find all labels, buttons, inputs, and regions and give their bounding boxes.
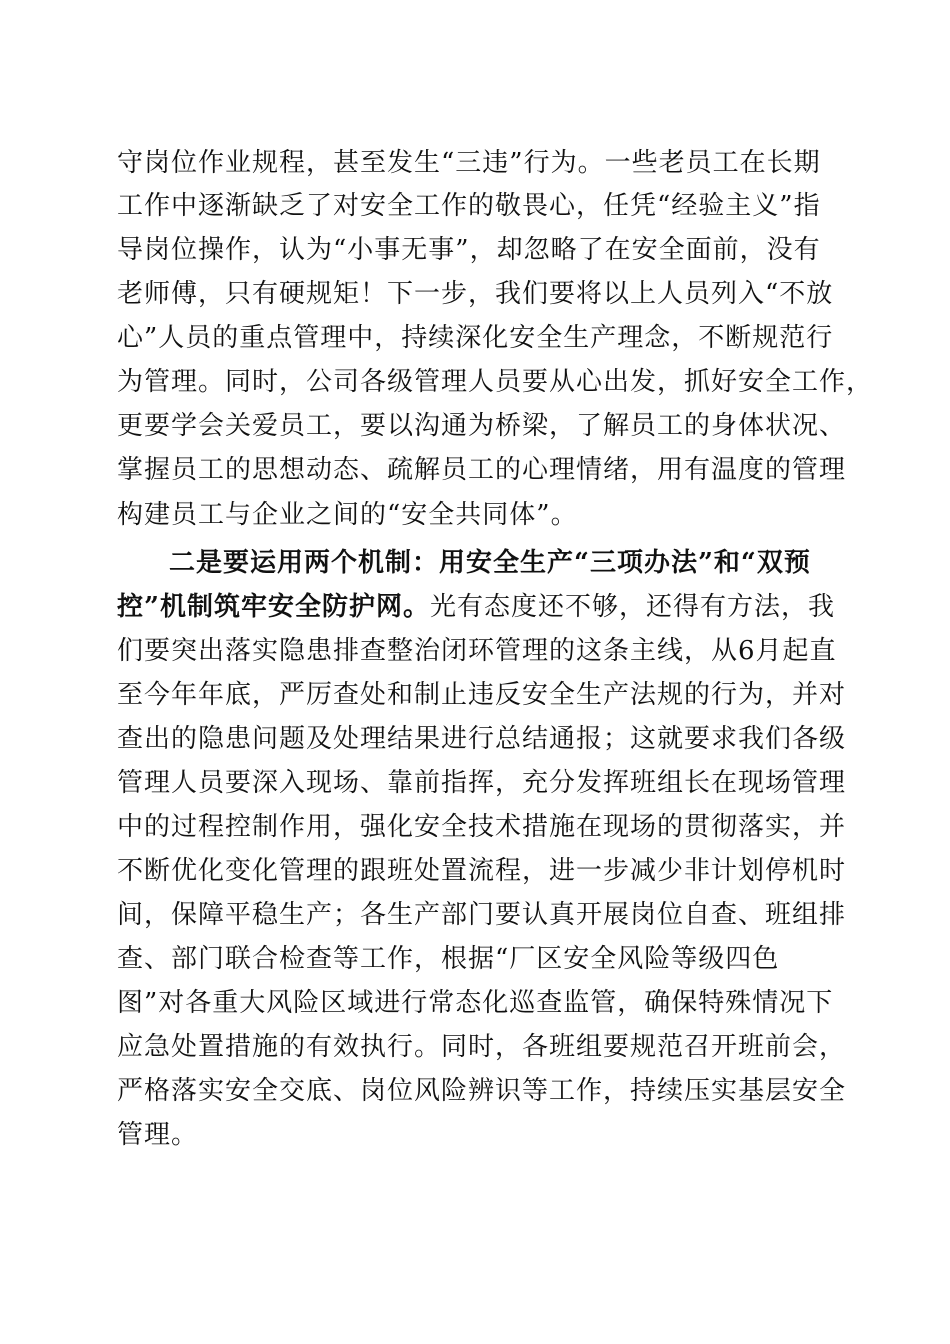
paragraph-1-line-2: 工作中逐渐缺乏了对安全工作的敬畏心，任凭“经验主义”指 — [117, 191, 821, 221]
paragraph-2-line-4: 至今年年底，严厉查处和制止违反安全生产法规的行为，并对 — [117, 680, 847, 710]
paragraph-2-line-5: 查出的隐患问题及处理结果进行总结通报；这就要求我们各级 — [117, 724, 847, 754]
paragraph-1-line-6: 为管理。同时，公司各级管理人员要从心出发，抓好安全工作， — [117, 367, 874, 397]
paragraph-2-heading-line-2: 控”机制筑牢安全防护网。 — [117, 592, 430, 622]
paragraph-1-line-9: 构建员工与企业之间的“安全共同体”。 — [117, 500, 578, 530]
paragraph-2-line-12: 应急处置措施的有效执行。同时，各班组要规范召开班前会， — [117, 1032, 847, 1062]
paragraph-2-heading-line-1: 二是要运用两个机制：用安全生产“三项办法”和“双预 — [169, 548, 811, 578]
paragraph-2-line-8: 不断优化变化管理的跟班处置流程，进一步减少非计划停机时 — [117, 856, 847, 886]
paragraph-2-line-13: 严格落实安全交底、岗位风险辨识等工作，持续压实基层安全 — [117, 1076, 847, 1106]
paragraph-2-line-3: 们要突出落实隐患排查整治闭环管理的这条主线，从6月起直 — [117, 636, 837, 666]
paragraph-1-line-1: 守岗位作业规程，甚至发生“三违”行为。一些老员工在长期 — [117, 148, 821, 178]
paragraph-1-line-3: 导岗位操作，认为“小事无事”，却忽略了在安全面前，没有 — [117, 235, 821, 265]
paragraph-2-line-6: 管理人员要深入现场、靠前指挥，充分发挥班组长在现场管理 — [117, 768, 847, 798]
paragraph-1-line-8: 掌握员工的思想动态、疏解员工的心理情绪，用有温度的管理 — [117, 455, 847, 485]
paragraph-1-line-4: 老师傅，只有硬规矩！下一步，我们要将以上人员列入“不放 — [117, 279, 834, 309]
paragraph-2-line-2-rest: 光有态度还不够，还得有方法，我 — [429, 592, 835, 622]
paragraph-2-line-11: 图”对各重大风险区域进行常态化巡查监管，确保特殊情况下 — [117, 988, 834, 1018]
paragraph-2-line-10: 查、部门联合检查等工作，根据“厂区安全风险等级四色 — [117, 944, 780, 974]
paragraph-2-line-2 — [117, 587, 835, 627]
paragraph-2-line-9: 间，保障平稳生产；各生产部门要认真开展岗位自查、班组排 — [117, 900, 847, 930]
paragraph-1-line-7: 更要学会关爱员工，要以沟通为桥梁，了解员工的身体状况、 — [117, 411, 847, 441]
paragraph-1-line-5: 心”人员的重点管理中，持续深化安全生产理念，不断规范行 — [117, 323, 834, 353]
paragraph-2-line-7: 中的过程控制作用，强化安全技术措施在现场的贯彻落实，并 — [117, 812, 847, 842]
paragraph-2-line-14: 管理。 — [117, 1120, 199, 1150]
